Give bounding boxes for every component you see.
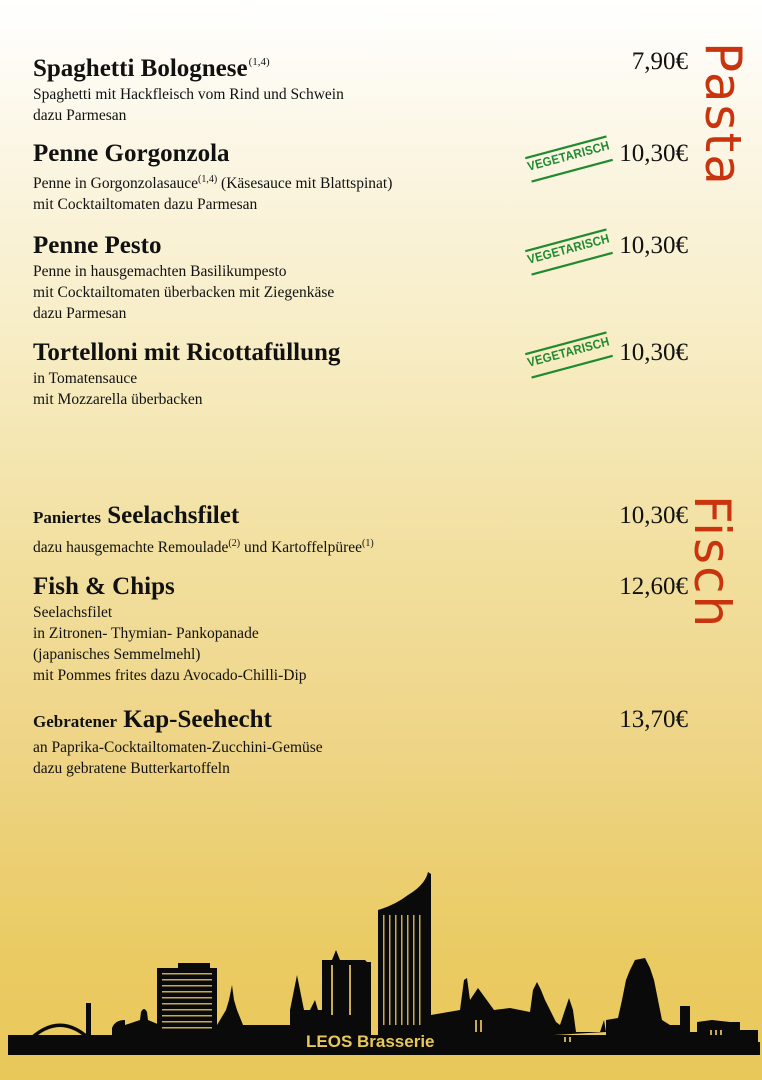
allergen-note: (1,4)	[248, 56, 270, 68]
item-description: Penne in hausgemachten Basilikumpesto	[33, 263, 287, 280]
menu-item-spaghetti-bolognese	[33, 47, 693, 126]
item-description: in Zitronen- Thymian- Pankopanade	[33, 625, 259, 642]
item-price: 12,60€	[619, 573, 688, 600]
menu-item-fish-and-chips	[33, 572, 693, 686]
item-prefix: Gebratener	[33, 712, 118, 731]
item-title: Tortelloni mit Ricottafüllung	[33, 339, 341, 366]
vegetarian-badge: VEGETARISCH	[525, 135, 613, 182]
vegetarian-badge: VEGETARISCH	[525, 228, 613, 275]
item-description: Seelachsfilet	[33, 604, 113, 621]
item-price: 10,30€	[619, 140, 688, 167]
item-description: mit Cocktailtomaten überbacken mit Ziegenkäse	[33, 284, 335, 301]
item-title: Penne Gorgonzola	[33, 140, 230, 167]
item-description: dazu Parmesan	[33, 305, 127, 322]
item-price: 10,30€	[619, 232, 688, 259]
brand-logo-text: LEOS Brasserie	[306, 1032, 435, 1051]
item-description: an Paprika-Cocktailtomaten-Zucchini-Gemüse	[33, 739, 323, 756]
item-description: dazu hausgemachte Remoulade$^{(2)}$ und Kartoffelpüree$^{(1)}$	[33, 538, 374, 556]
item-title: Gebratener Kap-Seehecht	[33, 706, 272, 733]
item-description: mit Mozzarella überbacken	[33, 391, 203, 408]
item-description: dazu gebratene Butterkartoffeln	[33, 760, 230, 777]
menu-item-kap-seehecht	[33, 705, 693, 779]
item-title: Paniertes Seelachsfilet	[33, 502, 240, 529]
item-description: Spaghetti mit Hackfleisch vom Rind und Schwein	[33, 86, 344, 103]
item-title: Spaghetti Bolognese$^{(1,4)}$	[33, 55, 270, 82]
item-prefix: Paniertes	[33, 508, 101, 527]
menu-item-seelachsfilet	[33, 501, 693, 558]
vegetarian-badge: VEGETARISCH	[525, 331, 613, 378]
item-description: (japanisches Semmelmehl)	[33, 646, 201, 663]
item-price: 10,30€	[619, 339, 688, 366]
item-title: Fish & Chips	[33, 573, 175, 600]
item-price: 10,30€	[619, 502, 688, 529]
item-description: mit Cocktailtomaten dazu Parmesan	[33, 196, 258, 213]
item-price: 7,90€	[631, 48, 688, 75]
category-label-pasta: Pasta	[694, 42, 752, 187]
item-description: in Tomatensauce	[33, 370, 138, 387]
item-description: mit Pommes frites dazu Avocado-Chilli-Dip	[33, 667, 307, 684]
item-title: Penne Pesto	[33, 232, 162, 259]
item-description: Penne in Gorgonzolasauce$^{(1,4)}$ (Käsesauce mit Blattspinat)	[33, 174, 393, 192]
item-price: 13,70€	[619, 706, 688, 733]
item-description: dazu Parmesan	[33, 107, 127, 124]
category-label-fisch: Fisch	[683, 495, 741, 630]
